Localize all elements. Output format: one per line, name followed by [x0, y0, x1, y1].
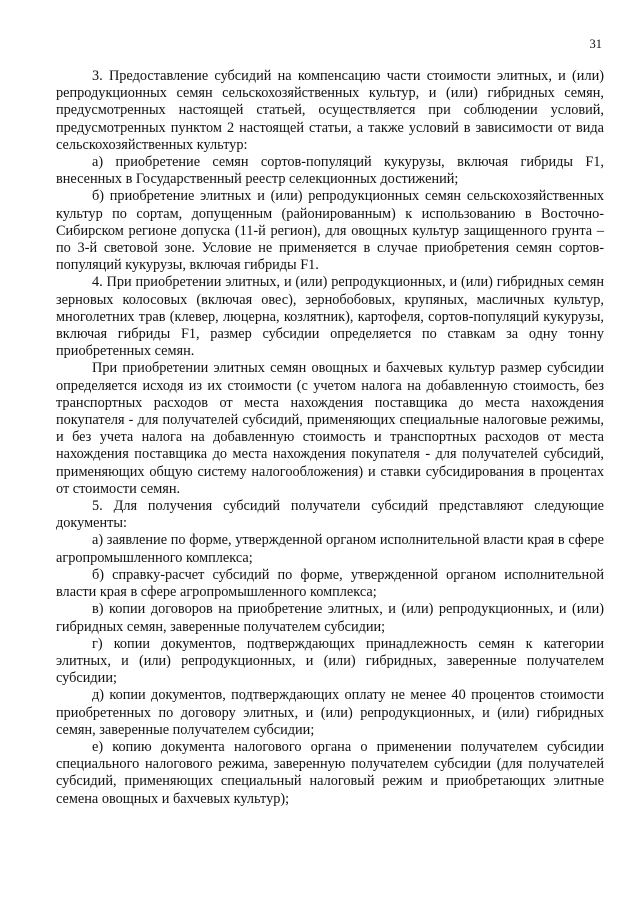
paragraph-5d: г) копии документов, подтверждающих принадлежность семян к категории элитных, и (или) репродукционных, и (или) гибридных, заверенные получателем субсидии;: [56, 635, 604, 687]
paragraph-4-vegetables: При приобретении элитных семян овощных и бахчевых культур размер субсидии определяется исходя из их стоимости (с учетом налога на добавленную стоимость, без транспортных расходов от места нахождения поставщика до места нахождения покупателя - для получателей субсидий, применяющих специальные налоговые режимы, и без учета налога на добавленную стоимость и транспортных расходов от места нахождения поставщика до места нахождения покупателя - для получателей субсидий, применяющих общую систему налогообложения) и ставки субсидирования в процентах от стоимости семян.: [56, 360, 604, 497]
paragraph-5a: а) заявление по форме, утвержденной органом исполнительной власти края в сфере агропромышленного комплекса;: [56, 532, 604, 566]
paragraph-5e: д) копии документов, подтверждающих оплату не менее 40 процентов стоимости приобретенных по договору элитных, и (или) репродукционных, и (или) гибридных семян, заверенные получателем субсидии;: [56, 687, 604, 738]
document-body: [56, 68, 604, 808]
paragraph-5-intro: 5. Для получения субсидий получатели субсидий представляют следующие документы:: [56, 498, 604, 532]
paragraph-3a: а) приобретение семян сортов-популяций кукурузы, включая гибриды F1, внесенных в Государственный реестр селекционных достижений;: [56, 154, 604, 188]
paragraph-3b: б) приобретение элитных и (или) репродукционных семян сельскохозяйственных культур по сортам, допущенным (районированным) к использованию в Восточно-Сибирском регионе допуска (11-й регион), для овощных культур защищенного грунта – по 3-й световой зоне. Условие не применяется в случае приобретения семян сортов-популяций кукурузы, включая гибриды F1.: [56, 188, 604, 274]
paragraph-5f: е) копию документа налогового органа о применении получателем субсидии специального налогового режима, заверенную получателем субсидии (для получателей субсидий, применяющих специальный налоговый режим и приобретающих элитные семена овощных и бахчевых культур);: [56, 738, 604, 807]
paragraph-5b: б) справку-расчет субсидий по форме, утвержденной органом исполнительной власти края в сфере агропромышленного комплекса;: [56, 566, 604, 601]
paragraph-5c: в) копии договоров на приобретение элитных, и (или) репродукционных, и (или) гибридных семян, заверенные получателем субсидии;: [56, 601, 604, 635]
paragraph-3-intro: 3. Предоставление субсидий на компенсацию части стоимости элитных, и (или) репродукционных семян сельскохозяйственных культур, и (или) гибридных семян, предусмотренных настоящей статьей, осуществляется при соблюдении условий, предусмотренных пунктом 2 настоящей статьи, а также условий в зависимости от вида сельскохозяйственных культур:: [56, 68, 604, 153]
paragraph-4: 4. При приобретении элитных, и (или) репродукционных, и (или) гибридных семян зерновых колосовых (включая овес), зернобобовых, крупяных, масличных культур, многолетних трав (клевер, люцерна, козлятник), картофеля, сортов-популяций кукурузы, включая гибриды F1, размер субсидии определяется по ставкам за одну тонну приобретенных семян.: [56, 274, 604, 360]
page-number: 31: [589, 37, 602, 51]
